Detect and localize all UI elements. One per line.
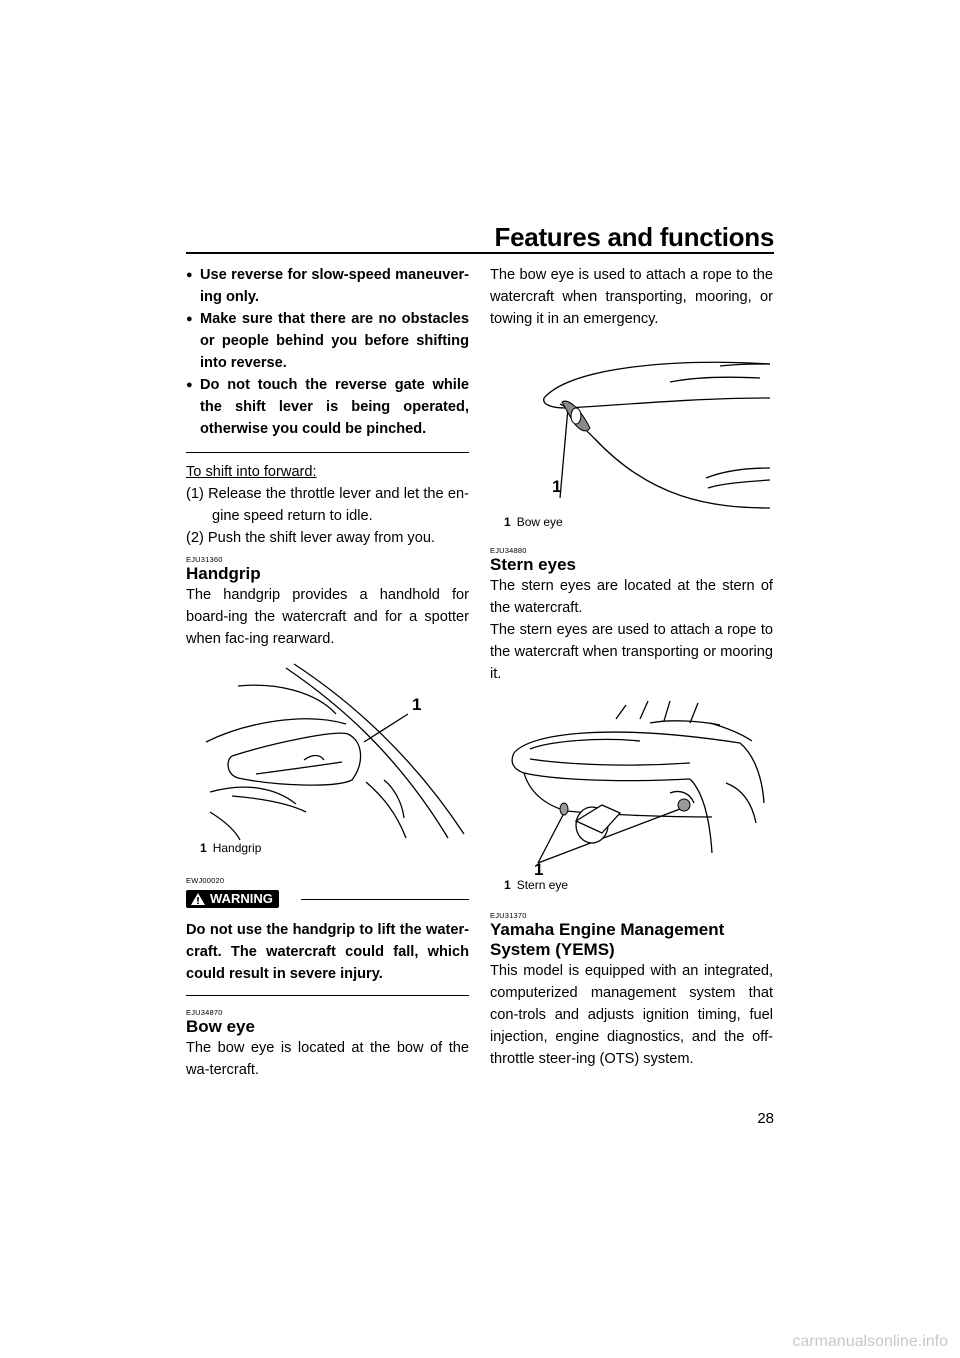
sterneyes-text-1: The stern eyes are located at the stern of the watercraft. <box>490 578 773 616</box>
yems-heading: Yamaha Engine Management System (YEMS) <box>490 920 725 959</box>
boweye-usage-text: The bow eye is used to attach a rope to the watercraft when transporting, mooring, or towing it in an emergency. <box>490 267 773 327</box>
figure-callout: 1 <box>534 860 544 879</box>
warning-text: Do not use the handgrip to lift the water-craft. The watercraft could fall, which could result in severe injury. <box>186 922 469 982</box>
watermark[interactable]: carmanualsonline.info <box>792 1333 948 1350</box>
boweye-figure <box>490 338 773 534</box>
caption-number: 1 <box>504 515 511 529</box>
figure-caption <box>504 877 568 893</box>
right-column <box>490 264 773 1070</box>
warning-end-rule <box>186 995 469 996</box>
left-column <box>186 264 469 1081</box>
section-code: EJU34870 <box>186 1008 223 1017</box>
sterneyes-text-2: The stern eyes are used to attach a rope to the watercraft when transporting or mooring it. <box>490 622 773 682</box>
page-title: Features and functions <box>494 222 774 252</box>
header-rule <box>186 252 774 254</box>
warning-rule <box>301 899 469 900</box>
figure-caption <box>200 840 261 856</box>
figure-callout: 1 <box>552 477 562 496</box>
bullet-item: ● Use reverse for slow-speed maneuver-ing only. <box>186 264 469 308</box>
handgrip-illustration <box>186 662 469 842</box>
caption-number: 1 <box>200 841 207 855</box>
warning-label: WARNING <box>210 891 273 906</box>
forward-step: (1) Release the throttle lever and let the en-gine speed return to idle. <box>186 486 469 524</box>
warning-header <box>186 889 469 909</box>
boweye-text: The bow eye is located at the bow of the wa-tercraft. <box>186 1040 469 1078</box>
caption-text: Bow eye <box>516 515 563 529</box>
caption-number: 1 <box>504 878 511 892</box>
handgrip-text: The handgrip provides a handhold for board-ing the watercraft and for a spotter when fac-ing rearward. <box>186 587 469 647</box>
sterneyes-figure <box>490 693 773 899</box>
sterneyes-illustration <box>490 693 773 879</box>
warning-badge <box>186 890 279 908</box>
figure-callout: 1 <box>412 695 422 714</box>
yems-text: This model is equipped with an integrated, computerized management system that con-trols and adjusts ignition timing, fuel injection, engine diagnostics, and the off-throttle steer-ing (OTS) system. <box>490 963 773 1067</box>
caption-text: Stern eye <box>516 878 569 892</box>
page-number: 28 <box>757 1110 774 1127</box>
boweye-heading: Bow eye <box>186 1017 255 1036</box>
section-code: EJU31370 <box>490 911 527 920</box>
handgrip-figure <box>186 662 469 862</box>
bullet-item: ● Make sure that there are no obstacles or people behind you before shifting into reverse. <box>186 308 469 374</box>
section-code: EWJ00020 <box>186 876 225 885</box>
section-code: EJU34880 <box>490 546 527 555</box>
handgrip-heading: Handgrip <box>186 564 261 583</box>
forward-step: (2) Push the shift lever away from you. <box>186 530 436 546</box>
caption-text: Handgrip <box>212 841 262 855</box>
warning-end-rule <box>186 452 469 453</box>
bullet-item: ● Do not touch the reverse gate while the shift lever is being operated, otherwise you could be pinched. <box>186 374 469 440</box>
forward-heading: To shift into forward: <box>186 464 317 480</box>
figure-caption <box>504 514 563 530</box>
sterneyes-heading: Stern eyes <box>490 555 576 574</box>
boweye-illustration <box>490 338 773 514</box>
warning-triangle-icon <box>190 892 206 906</box>
section-code: EJU31360 <box>186 555 223 564</box>
